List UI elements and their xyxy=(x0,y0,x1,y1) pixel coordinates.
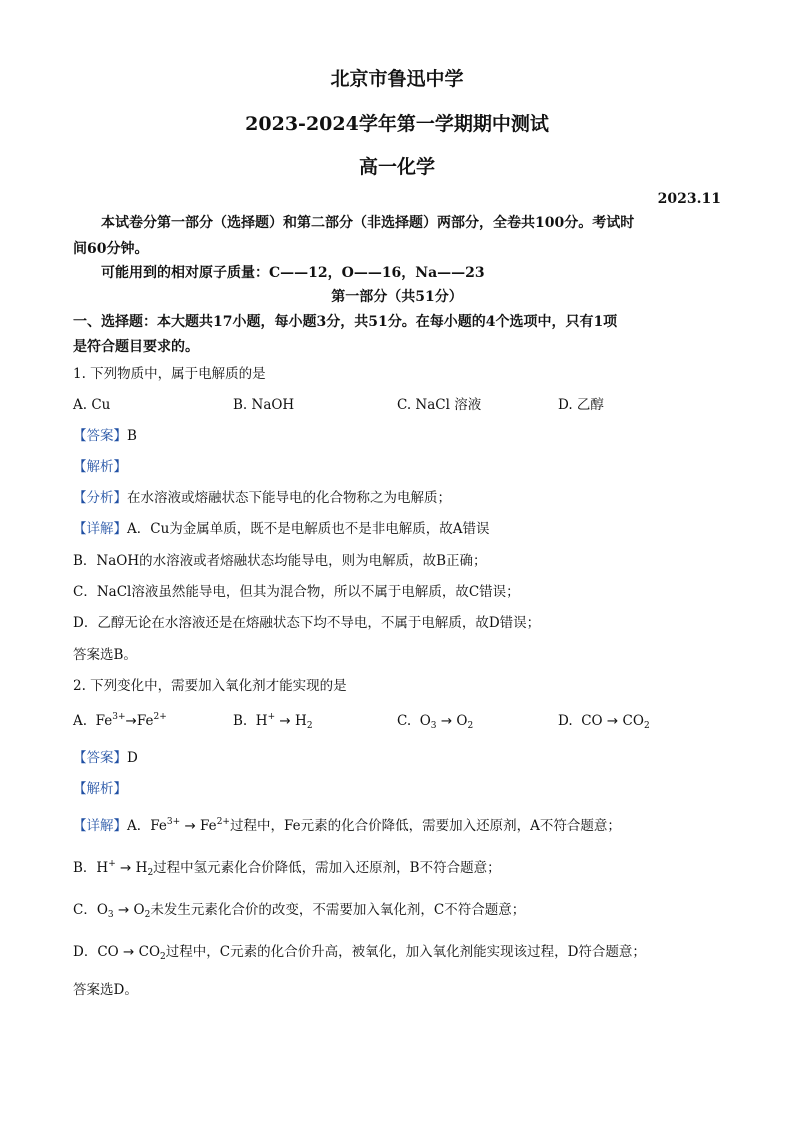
q2-option-d-label: D. xyxy=(558,713,573,729)
q2-option-d: D. CO → $CO_2$ xyxy=(558,713,650,731)
q2-detail-a-prefix: A． xyxy=(127,818,151,834)
q2-answer-value: D xyxy=(127,750,138,766)
q2-option-c-label: C. xyxy=(397,713,412,729)
part1-instructions-1: 一、选择题：本大题共17小题，每小题3分，共51分。在每小题的4个选项中，只有1项 xyxy=(73,314,618,330)
q2-option-b-label: B. xyxy=(233,713,248,729)
q1-answer-value: B xyxy=(127,428,137,444)
q2-detail-b-prefix: B． xyxy=(73,860,97,876)
q1-detail-d: D．乙醇无论在水溶液还是在熔融状态下均不导电，不属于电解质，故D错误； xyxy=(73,615,541,631)
q1-conclusion: 答案选B。 xyxy=(73,647,137,663)
atomic-masses: 可能用到的相对原子质量：C——12，O——16，Na——23 xyxy=(101,265,485,281)
q1-fenxi-text: 在水溶液或熔融状态下能导电的化合物称之为电解质； xyxy=(127,490,451,506)
part1-heading: 第一部分（共51分） xyxy=(331,289,463,305)
part1-instructions-2: 是符合题目要求的。 xyxy=(73,339,199,355)
q2-stem: 2. 下列变化中，需要加入氧化剂才能实现的是 xyxy=(73,678,347,694)
exam-title: 2023-2024学年第一学期期中测试 xyxy=(245,113,549,135)
q1-analysis-label: 【解析】 xyxy=(73,459,127,475)
q1-detail-a xyxy=(73,523,490,537)
q2-detail-c-prefix: C． xyxy=(73,902,97,918)
q1-detail-a-text: A．Cu为金属单质，既不是电解质也不是非电解质，故A错误 xyxy=(127,521,490,537)
q1-option-c: C. NaCl 溶液 xyxy=(397,397,482,413)
intro-line-1: 本试卷分第一部分（选择题）和第二部分（非选择题）两部分，全卷共100分。考试时 xyxy=(101,215,635,231)
q2-detail-d-text: 过程中，C元素的化合价升高，被氧化，加入氧化剂能实现该过程，D符合题意； xyxy=(165,944,646,960)
q2-conclusion: 答案选D。 xyxy=(73,982,138,998)
q2-detail-d-prefix: D． xyxy=(73,944,98,960)
q1-option-a: A. Cu xyxy=(73,397,111,413)
intro-line-2: 间60分钟。 xyxy=(73,241,149,257)
q2-detail-d: D．CO → $CO_2$过程中，C元素的化合价升高，被氧化，加入氧化剂能实现该过程，D符合题意； xyxy=(73,944,646,962)
q2-option-c: C. $O_3 \to O_2$ xyxy=(397,713,474,731)
q1-fenxi xyxy=(73,492,451,506)
q1-detail-c: C．NaCl溶液虽然能导电，但其为混合物，所以不属于电解质，故C错误； xyxy=(73,584,520,600)
q2-answer-label: 【答案】 xyxy=(73,750,127,766)
q2-detail-a-text: 过程中，Fe元素的化合价降低，需要加入还原剂，A不符合题意； xyxy=(229,818,621,834)
q2-detail-b-text: 过程中氢元素化合价降低，需加入还原剂，B不符合题意； xyxy=(153,860,501,876)
q2-analysis-label: 【解析】 xyxy=(73,781,127,797)
q2-detail-a: 【详解】A．$Fe^{3+} \to Fe^{2+}$过程中，Fe元素的化合价降低，需要加入还原剂，A不符合题意； xyxy=(73,817,621,834)
subject-title: 高一化学 xyxy=(358,156,435,178)
q1-answer-label: 【答案】 xyxy=(73,428,127,444)
q2-detail-c-text: 未发生元素化合价的改变，不需要加入氧化剂，C不符合题意； xyxy=(150,902,526,918)
q2-option-a-label: A. xyxy=(73,713,88,729)
exam-date: 2023.11 xyxy=(657,191,721,207)
q2-option-b: B. $H^+ \to H_2$ xyxy=(233,712,313,731)
q1-option-b: B. NaOH xyxy=(233,397,295,413)
q1-stem: 1. 下列物质中，属于电解质的是 xyxy=(73,366,266,382)
q2-option-a: A. $Fe^{3+}\to Fe^{2+}$ xyxy=(73,712,167,729)
q2-detail-b: B．$H^+ \to H_2$过程中氢元素化合价降低，需加入还原剂，B不符合题意； xyxy=(73,859,501,878)
q2-detail-c: C．$O_3 \to O_2$未发生元素化合价的改变，不需要加入氧化剂，C不符合题意； xyxy=(73,902,526,920)
q1-option-d: D. 乙醇 xyxy=(558,397,604,413)
q2-detail-label: 【详解】 xyxy=(73,818,127,834)
school-title: 北京市鲁迅中学 xyxy=(330,68,464,90)
q1-fenxi-label: 【分析】 xyxy=(73,490,127,506)
q1-detail-b: B．NaOH的水溶液或者熔融状态均能导电，则为电解质，故B正确； xyxy=(73,553,487,569)
q1-detail-label: 【详解】 xyxy=(73,521,127,537)
q2-answer xyxy=(73,752,138,766)
q1-answer xyxy=(73,430,137,444)
